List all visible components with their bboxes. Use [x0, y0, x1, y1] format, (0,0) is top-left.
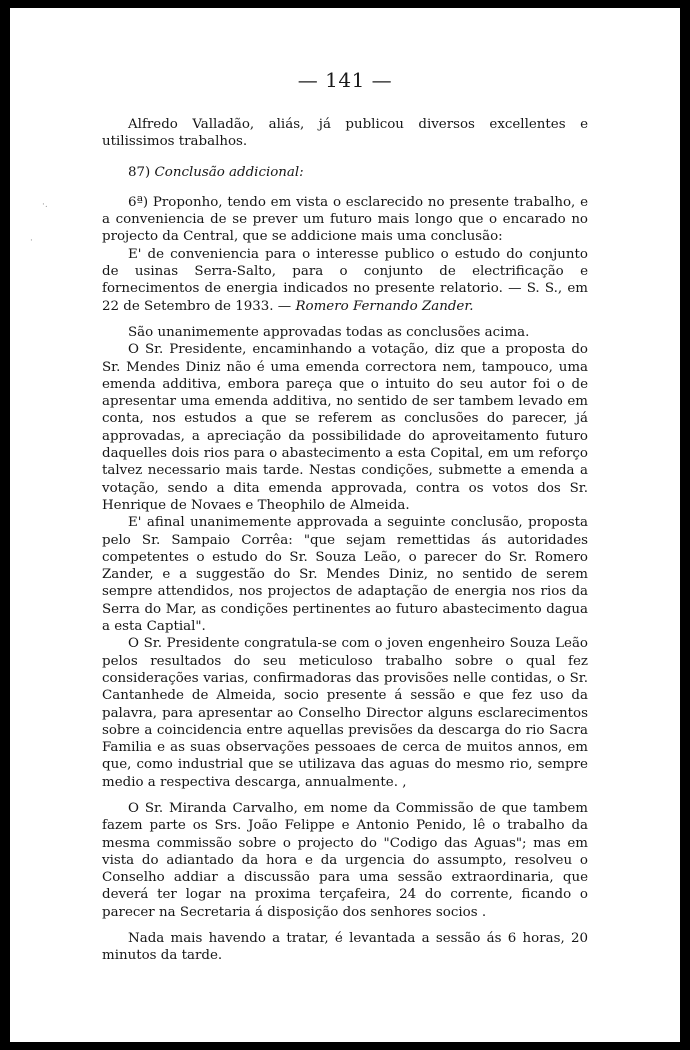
paragraph-closing: Nada mais havendo a tratar, é levantada a sessão ás 6 horas, 20 minutos da tarde. — [102, 931, 588, 964]
paragraph-conclusion — [102, 246, 588, 315]
margin-speck-icon: ·. — [42, 200, 48, 210]
paragraph-approval: São unanimemente approvadas todas as conclusões acima. — [128, 324, 530, 340]
conclusion-text: E' de conveniencia para o interesse publico o estudo do conjunto de usinas Serra-Salto, para o conjunto de electrificação e fornecimentos de energia indicados no presente relatorio. — S. S., em 22 de Setembro de 1933. — — [102, 246, 588, 314]
document-body — [102, 116, 588, 965]
paragraph-final-conclusion: E' afinal unanimemente approvada a seguinte conclusão, proposta pelo Sr. Sampaio Corrêa: "que sejam remettidas ás autoridades competentes o estudo do Sr. Souza Leão, o parecer do Sr. Romero Zander, e a suggestão do Sr. Mendes Diniz, no sentido de serem sempre attendidos, nos projectos de adaptação de energia nos rios da Serra do Mar, as condições pertinentes ao futuro abastecimento dagua a esta Captial". — [102, 515, 588, 635]
page-number: — 141 — — [297, 68, 393, 92]
section-number: 87) — [128, 164, 151, 180]
paragraph-proposal: 6ª) Proponho, tendo em vista o esclarecido no presente trabalho, e a conveniencia de se prever um futuro mais longo que o encarado no projecto da Central, que se addicione mais uma conclusão: — [102, 194, 588, 245]
margin-speck-icon: · — [30, 236, 33, 246]
signature: Romero Fernando Zander. — [295, 298, 474, 314]
paragraph-president-vote: O Sr. Presidente, encaminhando a votação, diz que a proposta do Sr. Mendes Diniz não é uma emenda correctora nem, tampouco, uma emenda additiva, embora pareça que o intuito do seu autor foi o de apresentar uma emenda additiva, no sentido de ser tambem levado em conta, nos estudos a que se referem as conclusões do parecer, já approvadas, a apreciação da possibilidade do aproveitamento futuro daquelles dois rios para o abastecimento a esta Copital, em um reforço talvez necessario mais tarde. Nestas condições, submette a emenda a votação, sendo a dita emenda approvada, contra os votos dos Sr. Henrique de Novaes e Theophilo de Almeida. — [102, 342, 588, 513]
section-heading — [102, 164, 588, 181]
document-page — [10, 8, 680, 1042]
paragraph-continuation: Alfredo Valladão, aliás, já publicou diversos excellentes e utilissimos trabalhos. — [102, 117, 588, 150]
paragraph-congratulation: O Sr. Presidente congratula-se com o joven engenheiro Souza Leão pelos resultados do seu meticuloso trabalho sobre o qual fez considerações varias, confirmadoras das provisões nelle contidas, o Sr. Cantanhede de Almeida, socio presente á sessão e que fez uso da palavra, para apresentar ao Conselho Director alguns esclarecimentos sobre a coincidencia entre aquellas previsões da descarga do rio Sacra Familia e as suas observações pessoaes de cerca de muitos annos, em que, como industrial que se utilizava das aguas do mesmo rio, sempre medio a respectiva descarga, annualmente. , — [102, 636, 588, 790]
section-title: Conclusão addicional: — [154, 164, 304, 180]
paragraph-commission: O Sr. Miranda Carvalho, em nome da Commissão de que tambem fazem parte os Srs. João Felippe e Antonio Penido, lê o trabalho da mesma commissão sobre o projecto do "Codigo das Aguas"; mas em vista do adiantado da hora e da urgencia do assumpto, resolveu o Conselho addiar a discussão para uma sessão extraordinaria, que deverá ter logar na proxima terçafeira, 24 do corrente, ficando o parecer na Secretaria á disposição dos senhores socios . — [102, 800, 588, 920]
